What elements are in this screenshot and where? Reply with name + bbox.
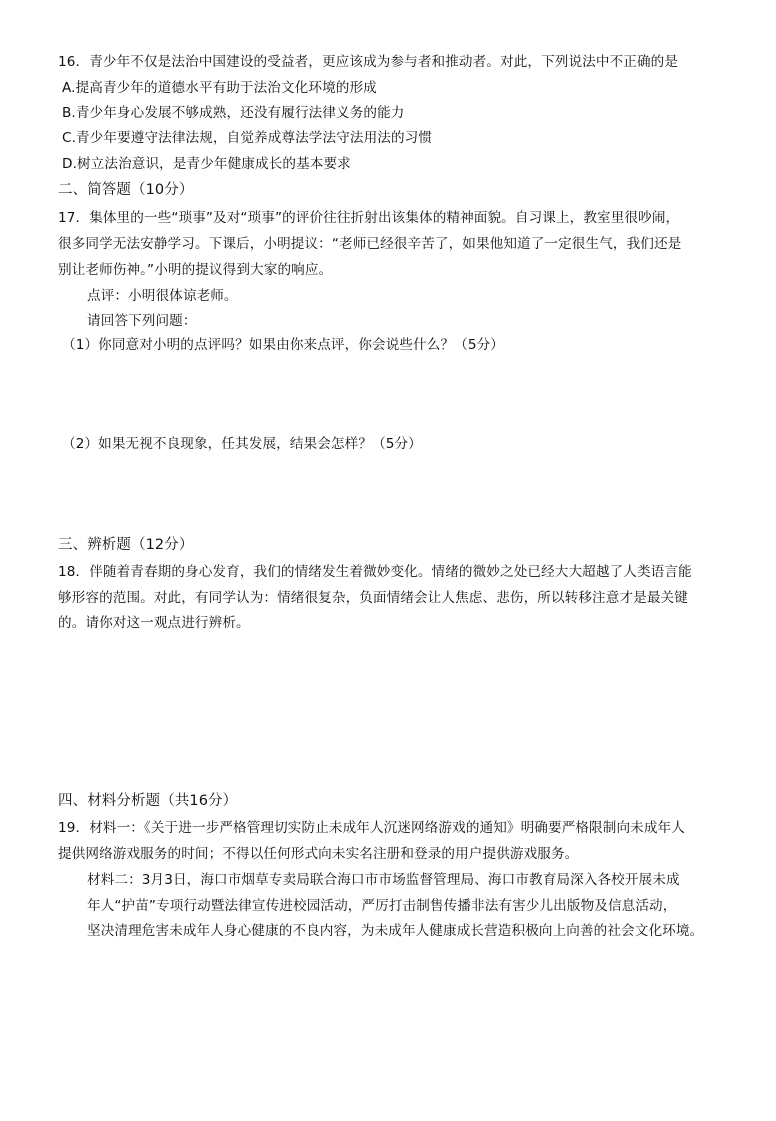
q16-stem: 16．青少年不仅是法治中国建设的受益者，更应该成为参与者和推动者。对此，下列说法中不正确的是: [58, 54, 679, 70]
section2-heading: 二、简答题（10分）: [58, 182, 194, 198]
q19-material1-line-1: 19．材料一：《关于进一步严格管理切实防止未成年人沉迷网络游戏的通知》明确要严格限制向未成年人: [58, 820, 685, 836]
q19-material1-line-2: 提供网络游戏服务的时间；不得以任何形式向未实名注册和登录的用户提供游戏服务。: [58, 846, 579, 862]
q16-option-a: A.提高青少年的道德水平有助于法治文化环境的形成: [62, 80, 377, 96]
q17-comment: 点评：小明很体谅老师。: [87, 288, 238, 304]
q17-sub-2: （2）如果无视不良现象，任其发展，结果会怎样？（5分）: [62, 436, 422, 452]
section3-heading: 三、辨析题（12分）: [58, 537, 194, 553]
section4-heading: 四、材料分析题（共16分）: [58, 793, 238, 809]
q16-option-d: D.树立法治意识，是青少年健康成长的基本要求: [62, 156, 351, 172]
q17-line-3: 别让老师伤神。”小明的提议得到大家的响应。: [58, 262, 333, 278]
q17-prompt: 请回答下列问题：: [87, 313, 197, 329]
q17-sub-1: （1）你同意对小明的点评吗？如果由你来点评，你会说些什么？（5分）: [62, 337, 505, 353]
q18-line-2: 够形容的范围。对此，有同学认为：情绪很复杂，负面情绪会让人焦虑、悲伤，所以转移注意才是最关键: [58, 590, 688, 606]
q17-line-2: 很多同学无法安静学习。下课后，小明提议：“老师已经很辛苦了，如果他知道了一定很生气，我们还是: [58, 236, 682, 252]
q18-line-1: 18．伴随着青春期的身心发育，我们的情绪发生着微妙变化。情绪的微妙之处已经大大超越了人类语言能: [58, 564, 692, 580]
q18-line-3: 的。请你对这一观点进行辨析。: [58, 615, 250, 631]
q16-option-c: C.青少年要遵守法律法规，自觉养成尊法学法守法用法的习惯: [62, 130, 433, 146]
q19-material2-line-1: 材料二：3月3日，海口市烟草专卖局联合海口市市场监督管理局、海口市教育局深入各校开展未成: [87, 872, 680, 888]
q17-line-1: 17．集体里的一些“琐事”及对“琐事”的评价往往折射出该集体的精神面貌。自习课上，教室里很吵闹，: [58, 210, 680, 226]
q16-option-b: B.青少年身心发展不够成熟，还没有履行法律义务的能力: [62, 105, 405, 121]
q19-material2-line-3: 坚决清理危害未成年人身心健康的不良内容，为未成年人健康成长营造积极向上向善的社会文化环境。: [87, 923, 704, 939]
q19-material2-line-2: 年人“护苗”专项行动暨法律宣传进校园活动，严厉打击制售传播非法有害少儿出版物及信息活动，: [87, 898, 677, 914]
